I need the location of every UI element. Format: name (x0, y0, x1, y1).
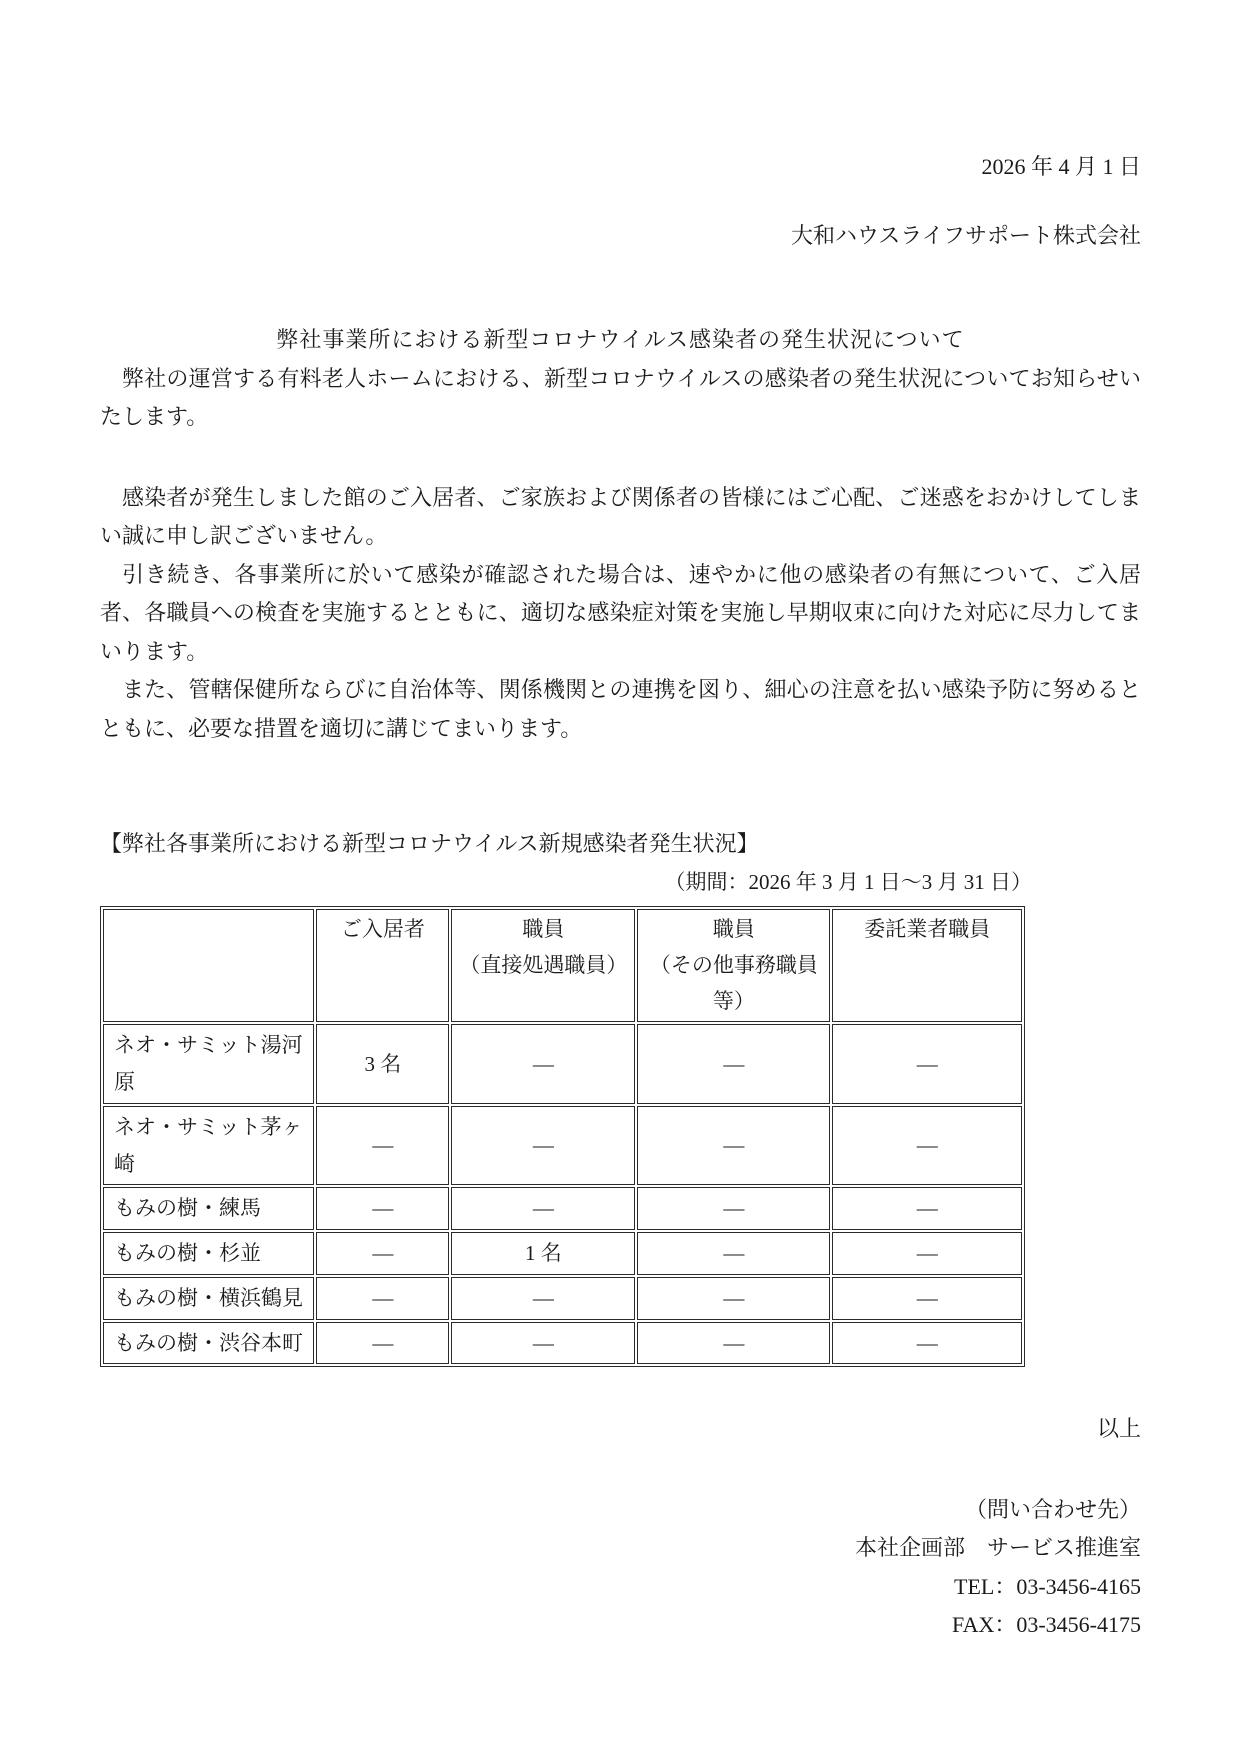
residents-count: ― (316, 1277, 449, 1320)
column-contractor-label: 委託業者職員 (864, 917, 991, 942)
paragraph-intro: 弊社の運営する有料老人ホームにおける、新型コロナウイルスの感染者の発生状況についてお知らせいたします。 (100, 365, 1141, 429)
staff-other-count: ― (637, 1232, 830, 1275)
facility-name: もみの樹・渋谷本町 (103, 1322, 314, 1365)
column-residents (316, 909, 449, 1022)
report-period: （期間：2026 年 3 月 1 日～3 月 31 日） (664, 869, 1032, 894)
column-staff-other (637, 909, 830, 1022)
residents-count: ― (316, 1106, 449, 1186)
paragraph-apology: 感染者が発生しました館のご入居者、ご家族および関係者の皆様にはご心配、ご迷惑をおかけしてしまい誠に申し訳ございません。 (100, 484, 1141, 548)
staff-other-count: ― (637, 1024, 830, 1104)
contact-block (100, 1491, 1141, 1645)
closing-ijou: 以上 (1096, 1416, 1141, 1442)
contact-label: （問い合わせ先） (964, 1496, 1141, 1522)
company-name: 大和ハウスライフサポート株式会社 (790, 222, 1141, 248)
facility-name: もみの樹・横浜鶴見 (103, 1277, 314, 1320)
infection-status-table (100, 906, 1025, 1367)
facility-name: ネオ・サミット湯河原 (103, 1024, 314, 1104)
paragraph-measures: 引き続き、各事業所に於いて感染が確認された場合は、速やかに他の感染者の有無について、ご入居者、各職員への検査を実施するとともに、適切な感染症対策を実施し早期収束に向けた対応に尽力してまいります。 (100, 561, 1141, 664)
residents-count: 3 名 (316, 1024, 449, 1104)
contractor-count: ― (832, 1106, 1022, 1186)
staff-other-count: ― (637, 1106, 830, 1186)
residents-count: ― (316, 1232, 449, 1275)
contractor-count: ― (832, 1187, 1022, 1230)
table-header (103, 909, 1022, 1022)
staff-direct-count: ― (451, 1322, 635, 1365)
staff-direct-count: ― (451, 1277, 635, 1320)
table-section-heading: 【弊社各事業所における新型コロナウイルス新規感染者発生状況】 (100, 831, 759, 856)
table-row (103, 1187, 1022, 1230)
table-row (103, 1277, 1022, 1320)
column-staff-other-sublabel: （その他事務職員等） (649, 952, 818, 1013)
contractor-count: ― (832, 1322, 1022, 1365)
table-row (103, 1106, 1022, 1186)
column-staff-direct-label: 職員 (522, 917, 565, 942)
staff-other-count: ― (637, 1277, 830, 1320)
column-staff-other-label: 職員 (712, 917, 755, 942)
contact-department: 本社企画部 サービス推進室 (854, 1535, 1141, 1561)
staff-direct-count: ― (451, 1187, 635, 1230)
staff-direct-count: ― (451, 1106, 635, 1186)
table-body (103, 1024, 1022, 1364)
contact-tel: TEL：03-3456-4165 (954, 1573, 1141, 1599)
column-staff-direct-sublabel: （直接処遇職員） (459, 952, 628, 977)
body-paragraphs (100, 479, 1141, 749)
contractor-count: ― (832, 1277, 1022, 1320)
contact-fax: FAX：03-3456-4175 (951, 1612, 1141, 1638)
column-facility (103, 909, 314, 1022)
residents-count: ― (316, 1322, 449, 1365)
residents-count: ― (316, 1187, 449, 1230)
staff-other-count: ― (637, 1322, 830, 1365)
document-title: 弊社事業所における新型コロナウイルス感染者の発生状況について (276, 327, 965, 352)
table-header-row (103, 909, 1022, 1022)
facility-name: ネオ・サミット茅ヶ崎 (103, 1106, 314, 1186)
staff-direct-count: 1 名 (451, 1232, 635, 1275)
staff-other-count: ― (637, 1187, 830, 1230)
column-staff-direct (451, 909, 635, 1022)
facility-name: もみの樹・杉並 (103, 1232, 314, 1275)
column-contractor (832, 909, 1022, 1022)
contractor-count: ― (832, 1232, 1022, 1275)
facility-name: もみの樹・練馬 (103, 1187, 314, 1230)
column-residents-label: ご入居者 (340, 917, 425, 942)
contractor-count: ― (832, 1024, 1022, 1104)
table-row (103, 1024, 1022, 1104)
paragraph-cooperation: また、管轄保健所ならびに自治体等、関係機関との連携を図り、細心の注意を払い感染予防に努めるとともに、必要な措置を適切に講じてまいります。 (100, 677, 1141, 741)
table-row (103, 1322, 1022, 1365)
document-date: 2026 年 4 月 1 日 (981, 154, 1141, 179)
table-row (103, 1232, 1022, 1275)
staff-direct-count: ― (451, 1024, 635, 1104)
